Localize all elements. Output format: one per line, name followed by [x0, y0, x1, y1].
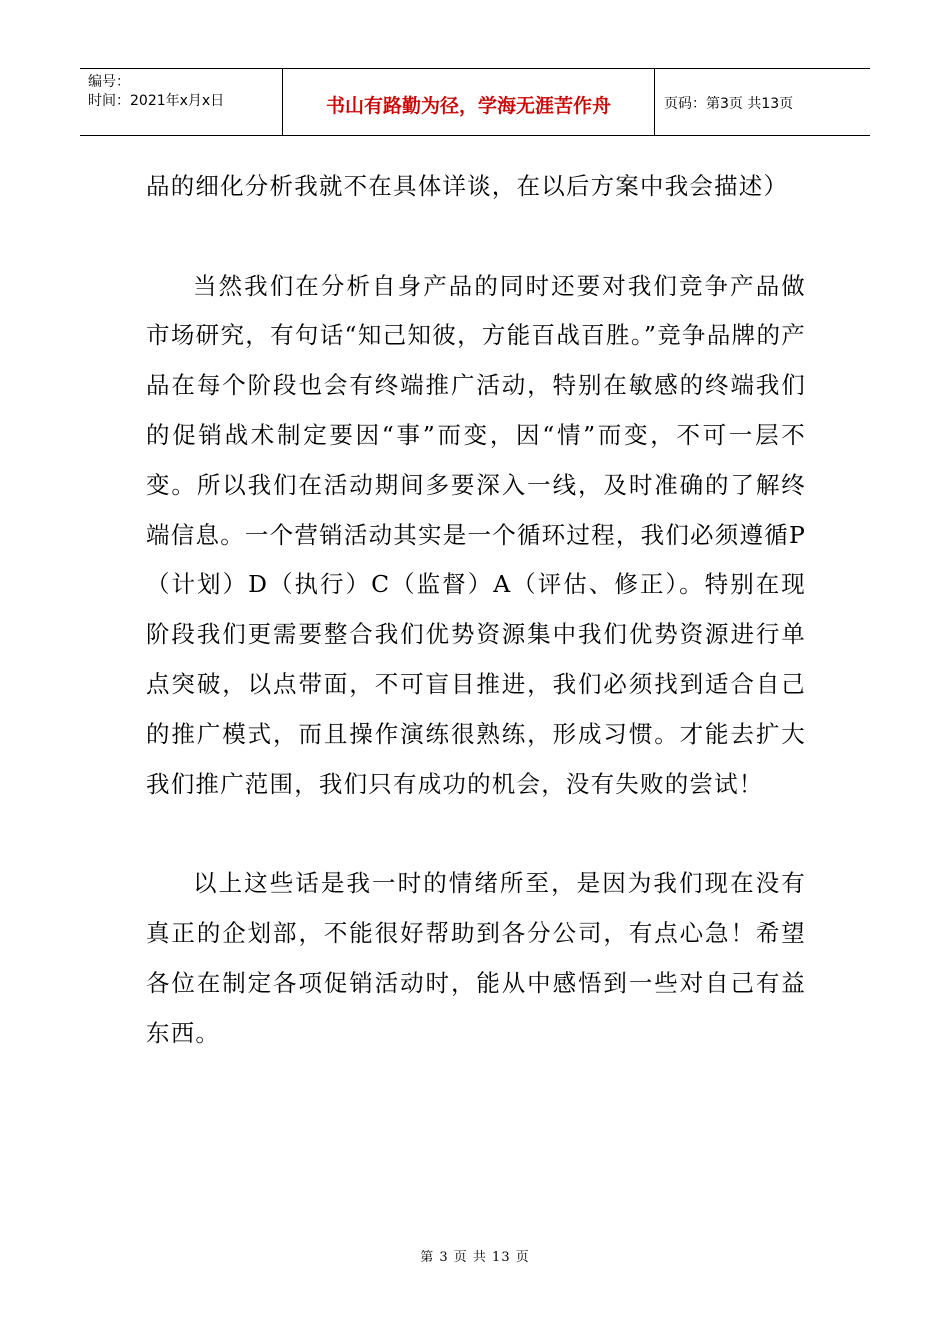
- paragraph-conclusion: 以上这些话是我一时的情绪所至，是因为我们现在没有真正的企划部，不能很好帮助到各分公司，有点心急！希望各位在制定各项促销活动时，能从中感悟到一些对自己有益东西。: [146, 869, 806, 1047]
- paragraph-continued: 品的细化分析我就不在具体详谈，在以后方案中我会描述）: [146, 172, 789, 200]
- header-motto: 书山有路勤为径，学海无涯苦作舟: [283, 69, 655, 135]
- header-page-info: 页码：第3页 共13页: [664, 96, 794, 112]
- paragraph-competition: 当然我们在分析自身产品的同时还要对我们竞争产品做市场研究，有句话“知己知彼，方能百战百胜。”竞争品牌的产品在每个阶段也会有终端推广活动，特别在敏感的终端我们的促销战术制定要因“事”而变，因“情”而变，不可一层不变。所以我们在活动期间多要深入一线，及时准确的了解终端信息。一个营销活动其实是一个循环过程，我们必须遵循P（计划）D（执行）C（监督）A（评估、修正）。特别在现阶段我们更需要整合我们优势资源集中我们优势资源进行单点突破，以点带面，不可盲目推进，我们必须找到适合自己的推广模式，而且操作演练很熟练，形成习惯。才能去扩大我们推广范围，我们只有成功的机会，没有失败的尝试！: [146, 271, 806, 798]
- page-footer: 第 3 页 共 13 页: [420, 1250, 530, 1265]
- header-meta: [80, 69, 283, 135]
- page-header: [80, 68, 870, 136]
- time-label: 时间：2021年x月x日: [88, 93, 225, 109]
- number-label: 编号：: [88, 74, 130, 90]
- document-body: [146, 162, 806, 1058]
